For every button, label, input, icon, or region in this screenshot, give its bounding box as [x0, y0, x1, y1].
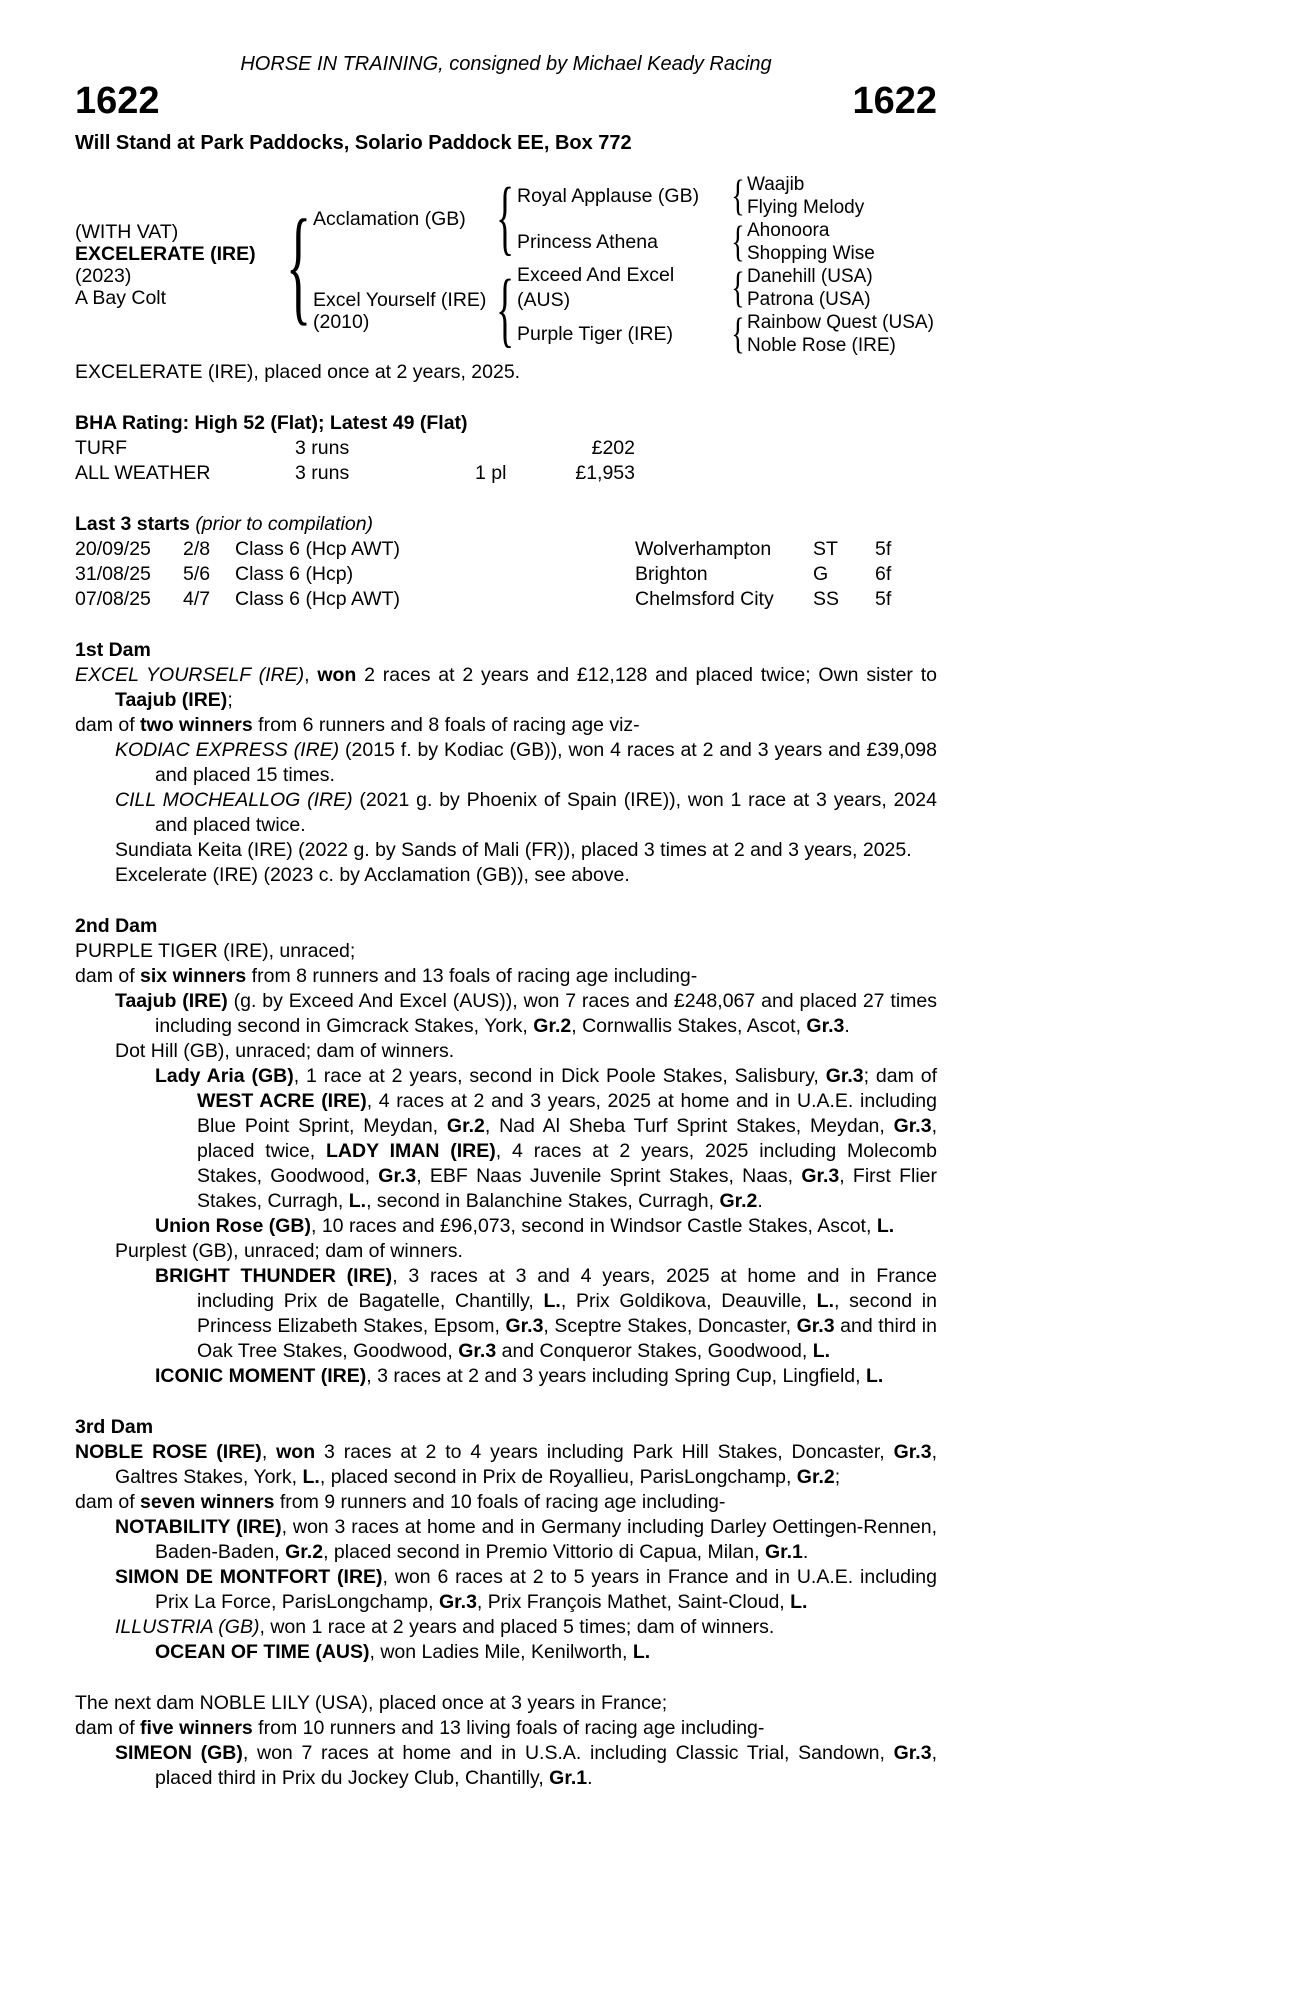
pedigree-generations	[313, 173, 934, 357]
start-distance: 6f	[875, 563, 892, 585]
start-distance: 5f	[875, 588, 892, 610]
grandparent-name: Princess Athena	[517, 230, 658, 253]
horse-description: A Bay Colt	[75, 287, 167, 309]
dam-name: Excel Yourself (IRE)	[313, 289, 487, 311]
pedigree-paragraph: dam of six winners from 8 runners and 13 foals of racing age including-	[75, 965, 698, 987]
great-grandparent-name: Ahonoora	[747, 220, 830, 241]
start-date: 20/09/25	[75, 538, 151, 560]
start-race: Class 6 (Hcp AWT)	[235, 538, 401, 560]
dam-grandsire-branch	[517, 265, 934, 311]
start-date: 31/08/25	[75, 563, 151, 585]
great-grandparent-name: Noble Rose (IRE)	[747, 335, 896, 356]
dam-foaled-year: (2010)	[313, 311, 370, 333]
stats-runs: 3 runs	[295, 462, 350, 484]
sire-brace-icon	[493, 173, 517, 265]
pedigree-paragraph: SIMEON (GB), won 7 races at home and in U.S.A. including Classic Trial, Sandown, Gr.3, placed third in Prix du Jockey Club, Chantilly, Gr.1.	[115, 1742, 937, 1789]
section-heading: 3rd Dam	[75, 1416, 154, 1438]
section-next-dam	[75, 1691, 937, 1791]
last-starts-block	[75, 512, 937, 612]
start-position: 4/7	[183, 588, 211, 610]
brace-icon	[729, 173, 747, 219]
pedigree-paragraph: dam of two winners from 6 runners and 8 foals of racing age viz-	[75, 714, 640, 736]
start-position: 2/8	[183, 538, 211, 560]
stats-surface: ALL WEATHER	[75, 462, 211, 484]
pedigree-paragraph: ILLUSTRIA (GB), won 1 race at 2 years and placed 5 times; dam of winners.	[115, 1616, 775, 1638]
start-going: G	[813, 563, 829, 585]
section-1st-dam	[75, 638, 937, 888]
pedigree-paragraph: Dot Hill (GB), unraced; dam of winners.	[115, 1040, 455, 1062]
stats-places: 1 pl	[475, 462, 507, 484]
section-heading: 1st Dam	[75, 639, 151, 661]
stats-surface: TURF	[75, 437, 127, 459]
stats-runs: 3 runs	[295, 437, 350, 459]
pedigree-paragraph: NOBLE ROSE (IRE), won 3 races at 2 to 4 years including Park Hill Stakes, Doncaster, Gr.3, Galtres Stakes, York, L., placed second in Prix de Royallieu, ParisLongchamp, Gr.2;	[75, 1441, 937, 1488]
stats-row	[75, 461, 937, 486]
start-race: Class 6 (Hcp)	[235, 563, 354, 585]
start-course: Chelmsford City	[635, 588, 774, 610]
race-record-summary: EXCELERATE (IRE), placed once at 2 years, 2025.	[75, 361, 521, 383]
dam-brace-icon	[493, 265, 517, 357]
sire-granddam-branch	[517, 219, 875, 265]
pedigree-paragraph: Sundiata Keita (IRE) (2022 g. by Sands of Mali (FR)), placed 3 times at 2 and 3 years, 2025.	[115, 839, 912, 861]
lot-number-right: 1622	[852, 80, 937, 122]
brace-icon	[729, 265, 747, 311]
sire-grandsire-branch	[517, 173, 875, 219]
pedigree-paragraph: CILL MOCHEALLOG (IRE) (2021 g. by Phoenix of Spain (IRE)), won 1 race at 3 years, 2024 and placed twice.	[115, 789, 937, 836]
pedigree-paragraph: KODIAC EXPRESS (IRE) (2015 f. by Kodiac (GB)), won 4 races at 2 and 3 years and £39,098 and placed 15 times.	[115, 739, 937, 786]
stats-earnings: £202	[591, 437, 635, 459]
start-course: Brighton	[635, 563, 708, 585]
grandparent-name: Exceed And Excel (AUS)	[517, 264, 675, 311]
grandparent-name: Purple Tiger (IRE)	[517, 322, 674, 345]
pedigree-table	[75, 170, 937, 360]
pedigree-paragraph: Purplest (GB), unraced; dam of winners.	[115, 1240, 463, 1262]
brace-icon	[729, 219, 747, 265]
brace-icon	[729, 311, 747, 357]
vat-note: (WITH VAT)	[75, 221, 179, 243]
consignor-line: HORSE IN TRAINING, consigned by Michael Keady Racing	[240, 53, 772, 75]
pedigree-paragraph: BRIGHT THUNDER (IRE), 3 races at 3 and 4 years, 2025 at home and in France including Prix de Bagatelle, Chantilly, L., Prix Goldikova, Deauville, L., second in Princess Elizabeth Stakes, Epsom, Gr.3, Sceptre Stakes, Doncaster, Gr.3 and third in Oak Tree Stakes, Goodwood, Gr.3 and Conqueror Stakes, Goodwood, L.	[155, 1265, 938, 1362]
pedigree-paragraph: The next dam NOBLE LILY (USA), placed once at 3 years in France;	[75, 1692, 668, 1714]
section-2nd-dam	[75, 914, 937, 1389]
start-going: SS	[813, 588, 840, 610]
stats-places	[475, 436, 560, 461]
start-course: Wolverhampton	[635, 538, 772, 560]
start-row	[75, 537, 937, 562]
pedigree-paragraph: NOTABILITY (IRE), won 3 races at home and in Germany including Darley Oettingen-Rennen, Baden-Baden, Gr.2, placed second in Premio Vittorio di Capua, Milan, Gr.1.	[115, 1516, 938, 1563]
great-grandparent-name: Shopping Wise	[747, 243, 875, 264]
horse-foaled-year: (2023)	[75, 265, 132, 287]
stand-location: Will Stand at Park Paddocks, Solario Paddock EE, Box 772	[75, 132, 632, 154]
start-row	[75, 587, 937, 612]
start-row	[75, 562, 937, 587]
pedigree-paragraph: Excelerate (IRE) (2023 c. by Acclamation (GB)), see above.	[115, 864, 630, 886]
great-grandparent-name: Patrona (USA)	[747, 289, 871, 310]
pedigree-paragraph: ICONIC MOMENT (IRE), 3 races at 2 and 3 years including Spring Cup, Lingfield, L.	[155, 1365, 884, 1387]
start-distance: 5f	[875, 538, 892, 560]
great-grandparent-name: Danehill (USA)	[747, 266, 873, 287]
stats-row	[75, 436, 937, 461]
start-going: ST	[813, 538, 838, 560]
pedigree-paragraph: Union Rose (GB), 10 races and £96,073, second in Windsor Castle Stakes, Ascot, L.	[155, 1215, 895, 1237]
start-date: 07/08/25	[75, 588, 151, 610]
lot-number-left: 1622	[75, 80, 160, 122]
pedigree-paragraph: Lady Aria (GB), 1 race at 2 years, second in Dick Poole Stakes, Salisbury, Gr.3; dam of WEST ACRE (IRE), 4 races at 2 and 3 years, 2025 at home and in U.A.E. including Blue Point Sprint, Meydan, Gr.2, Nad Al Sheba Turf Sprint Stakes, Meydan, Gr.3, placed twice, LADY IMAN (IRE), 4 races at 2 years, 2025 including Molecomb Stakes, Goodwood, Gr.3, EBF Naas Juvenile Sprint Stakes, Naas, Gr.3, First Flier Stakes, Curragh, L., second in Balanchine Stakes, Curragh, Gr.2.	[155, 1065, 938, 1212]
dam-granddam-branch	[517, 311, 934, 357]
horse-info-block	[75, 221, 285, 309]
sire-name: Acclamation (GB)	[313, 208, 466, 230]
sire-branch	[313, 173, 934, 265]
pedigree-paragraph: dam of seven winners from 9 runners and 10 foals of racing age including-	[75, 1491, 726, 1513]
start-position: 5/6	[183, 563, 211, 585]
lot-number-row	[75, 79, 937, 123]
section-3rd-dam	[75, 1415, 937, 1665]
pedigree-paragraph: dam of five winners from 10 runners and 13 living foals of racing age including-	[75, 1717, 765, 1739]
stats-earnings: £1,953	[575, 462, 635, 484]
horse-name: EXCELERATE (IRE)	[75, 243, 256, 265]
great-grandparent-name: Waajib	[747, 174, 805, 195]
pedigree-paragraph: SIMON DE MONTFORT (IRE), won 6 races at 2 to 5 years in France and in U.A.E. including Prix La Force, ParisLongchamp, Gr.3, Prix François Mathet, Saint-Cloud, L.	[115, 1566, 937, 1613]
pedigree-paragraph: EXCEL YOURSELF (IRE), won 2 races at 2 years and £12,128 and placed twice; Own sister to Taajub (IRE);	[75, 664, 937, 711]
great-grandparent-name: Flying Melody	[747, 197, 865, 218]
section-heading: 2nd Dam	[75, 915, 158, 937]
dam-name-block	[313, 289, 493, 333]
pedigree-brace-icon	[285, 185, 313, 345]
pedigree-paragraph: OCEAN OF TIME (AUS), won Ladies Mile, Kenilworth, L.	[155, 1641, 651, 1663]
start-race: Class 6 (Hcp AWT)	[235, 588, 401, 610]
grandparent-name: Royal Applause (GB)	[517, 184, 700, 207]
pedigree-paragraph: Taajub (IRE) (g. by Exceed And Excel (AUS)), won 7 races and £248,067 and placed 27 times including second in Gimcrack Stakes, York, Gr.2, Cornwallis Stakes, Ascot, Gr.3.	[115, 990, 937, 1037]
bha-rating-block	[75, 411, 937, 486]
dam-branch	[313, 265, 934, 357]
bha-rating-title: BHA Rating: High 52 (Flat); Latest 49 (Flat)	[75, 412, 468, 434]
pedigree-paragraph: PURPLE TIGER (IRE), unraced;	[75, 940, 356, 962]
great-grandparent-name: Rainbow Quest (USA)	[747, 312, 934, 333]
last-starts-title: Last 3 starts (prior to compilation)	[75, 513, 374, 535]
